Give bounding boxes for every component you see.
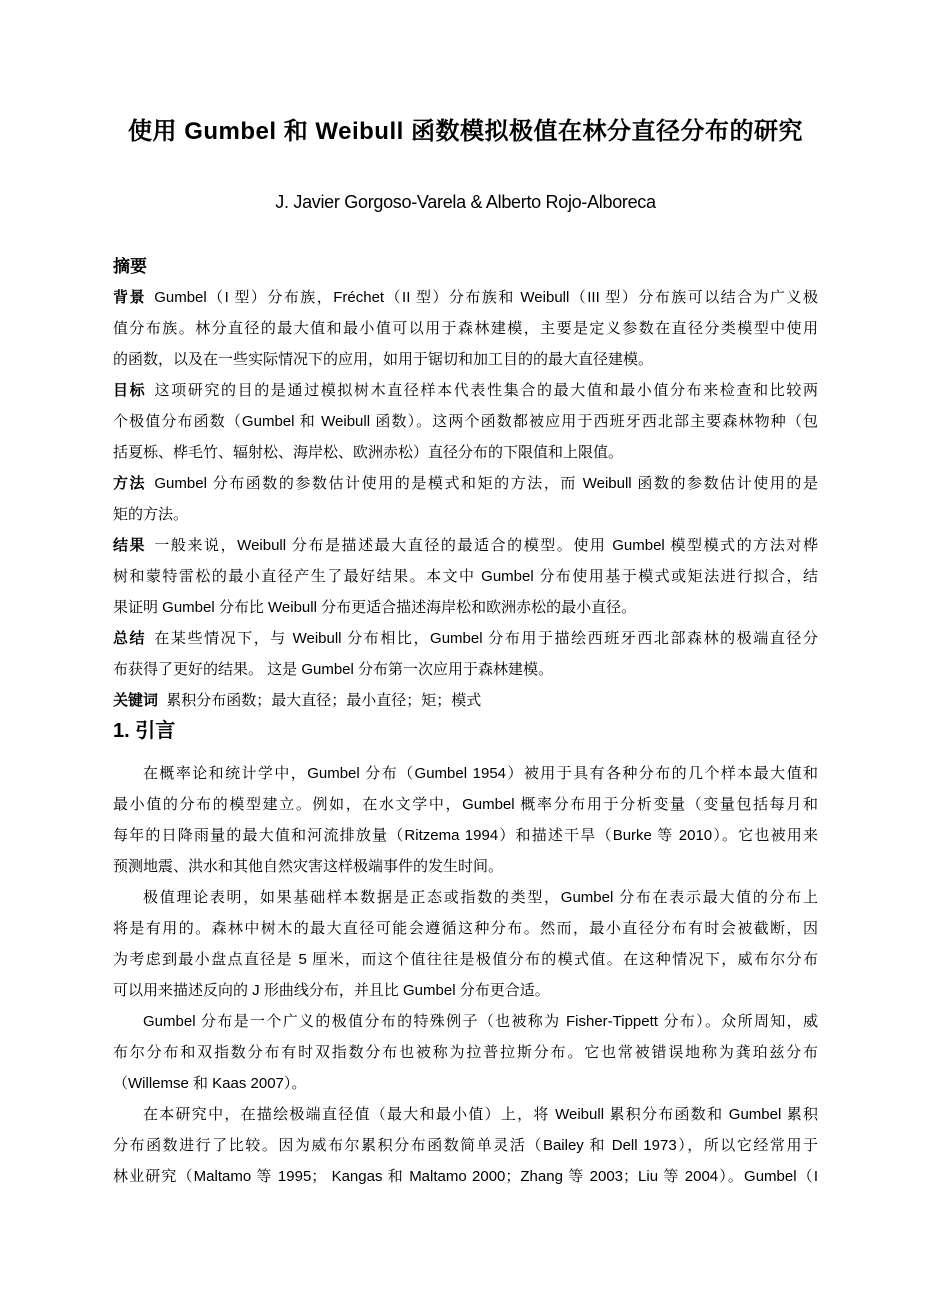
- intro-line: 布尔分布和双指数分布有时双指数分布也被称为拉普拉斯分布。它也常被错误地称为龚珀兹分布: [113, 1044, 818, 1061]
- intro-line: 预测地震、洪水和其他自然灾害这样极端事件的发生时间。: [113, 858, 504, 875]
- abstract-line-text: Gumbel（I 型）分布族，Fréchet（II 型）分布族和 Weibull（III 型）分布族可以结合为广义极: [154, 289, 818, 306]
- abstract-line-text: 一般来说，Weibull 分布是描述最大直径的最适合的模型。使用 Gumbel 模型模式的方法对桦: [154, 537, 818, 554]
- abstract-line: [113, 530, 818, 561]
- abstract-line: [113, 468, 818, 499]
- keywords-text: 累积分布函数；最大直径；最小直径；矩；模式: [166, 692, 482, 709]
- intro-line: 极值理论表明，如果基础样本数据是正态或指数的类型，Gumbel 分布在表示最大值的分布上: [143, 889, 818, 906]
- label-aim: 目标: [113, 382, 147, 399]
- abstract-line-text: 在某些情况下，与 Weibull 分布相比，Gumbel 分布用于描绘西班牙西北部森林的极端直径分: [154, 630, 818, 647]
- intro-line: 最小值的分布的模型建立。例如，在水文学中，Gumbel 概率分布用于分析变量（变量包括每月和: [113, 796, 818, 813]
- abstract-line-text: Gumbel 分布函数的参数估计使用的是模式和矩的方法，而 Weibull 函数的参数估计使用的是: [154, 475, 818, 492]
- abstract-line: [113, 685, 818, 716]
- intro-line: 林业研究（Maltamo 等 1995； Kangas 和 Maltamo 2000；Zhang 等 2003；Liu 等 2004）。Gumbel（I: [113, 1168, 818, 1185]
- abstract-line: [113, 282, 818, 313]
- abstract-line: 树和蒙特雷松的最小直径产生了最好结果。本文中 Gumbel 分布使用基于模式或矩法进行拟合，结: [113, 568, 818, 585]
- label-methods: 方法: [113, 475, 147, 492]
- abstract-line-text: 这项研究的目的是通过模拟树木直径样本代表性集合的最大值和最小值分布来检查和比较两: [154, 382, 818, 399]
- abstract-line: [113, 623, 818, 654]
- introduction-body: [113, 758, 818, 1192]
- label-conclusion: 总结: [113, 630, 147, 647]
- label-background: 背景: [113, 289, 146, 306]
- intro-line: 分布函数进行了比较。因为威布尔累积分布函数简单灵活（Bailey 和 Dell 1973），所以它经常用于: [113, 1137, 818, 1154]
- intro-line: （Willemse 和 Kaas 2007）。: [113, 1075, 307, 1092]
- abstract-line: 布获得了更好的结果。 这是 Gumbel 分布第一次应用于森林建模。: [113, 661, 554, 678]
- abstract-line: 果证明 Gumbel 分布比 Weibull 分布更适合描述海岸松和欧洲赤松的最小直径。: [113, 599, 637, 616]
- intro-line: Gumbel 分布是一个广义的极值分布的特殊例子（也被称为 Fisher-Tippett 分布）。众所周知，威: [143, 1013, 818, 1030]
- abstract-line: 的函数，以及在一些实际情况下的应用，如用于锯切和加工目的的最大直径建模。: [113, 351, 654, 368]
- intro-line: 为考虑到最小盘点直径是 5 厘米，而这个值往往是极值分布的模式值。在这种情况下，威布尔分布: [113, 951, 818, 968]
- label-keywords: 关键词: [113, 692, 159, 709]
- section-heading-introduction: 1. 引言: [113, 720, 176, 742]
- paper-title: 使用 Gumbel 和 Weibull 函数模拟极值在林分直径分布的研究: [128, 118, 803, 145]
- abstract-line: 括夏栎、桦毛竹、辐射松、海岸松、欧洲赤松）直径分布的下限值和上限值。: [113, 444, 624, 461]
- intro-line: 将是有用的。森林中树木的最大直径可能会遵循这种分布。然而，最小直径分布有时会被截断，因: [113, 920, 818, 937]
- paper-authors: J. Javier Gorgoso-Varela & Alberto Rojo-Alboreca: [275, 192, 656, 212]
- abstract-line: [113, 375, 818, 406]
- abstract-heading: 摘要: [113, 257, 147, 276]
- abstract-line: 矩的方法。: [113, 506, 189, 523]
- abstract-line: 个极值分布函数（Gumbel 和 Weibull 函数）。这两个函数都被应用于西班牙西北部主要森林物种（包: [113, 413, 818, 430]
- abstract-body: [113, 282, 818, 716]
- label-results: 结果: [113, 537, 147, 554]
- intro-line: 在本研究中，在描绘极端直径值（最大和最小值）上，将 Weibull 累积分布函数和 Gumbel 累积: [143, 1106, 818, 1123]
- intro-line: 每年的日降雨量的最大值和河流排放量（Ritzema 1994）和描述干旱（Burke 等 2010）。它也被用来: [113, 827, 818, 844]
- abstract-line: 值分布族。林分直径的最大值和最小值可以用于森林建模，主要是定义参数在直径分类模型中使用: [113, 320, 818, 337]
- intro-line: 在概率论和统计学中，Gumbel 分布（Gumbel 1954）被用于具有各种分布的几个样本最大值和: [143, 765, 818, 782]
- intro-line: 可以用来描述反向的 J 形曲线分布，并且比 Gumbel 分布更合适。: [113, 982, 550, 999]
